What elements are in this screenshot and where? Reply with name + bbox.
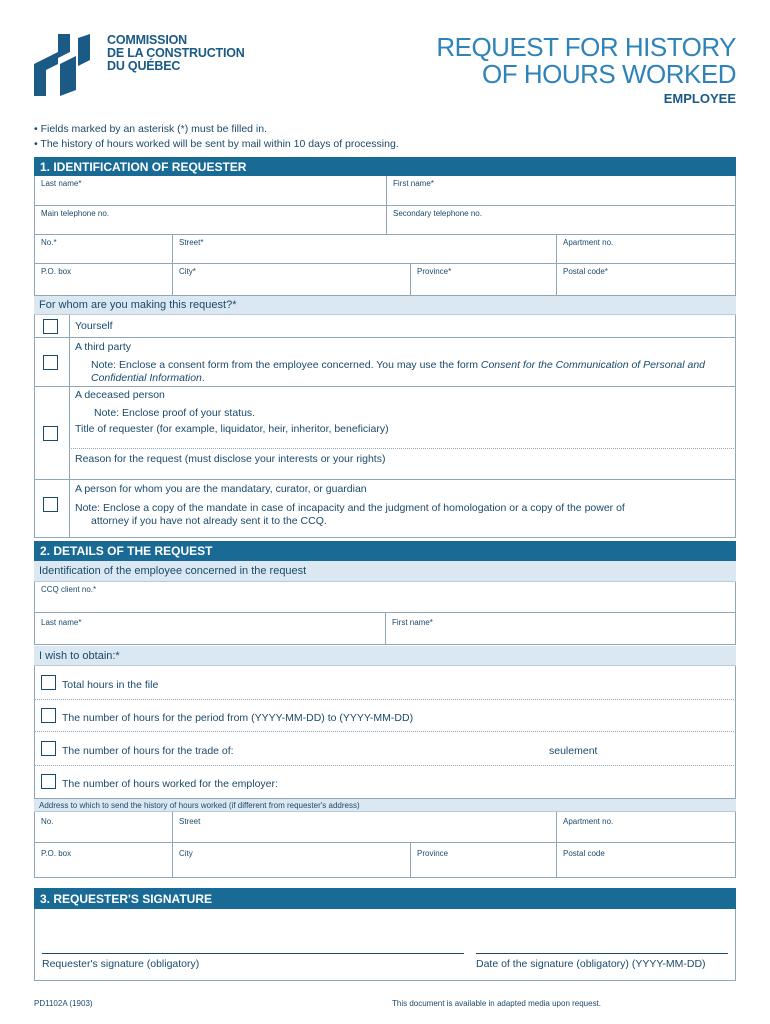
employer-hours-checkbox[interactable] [41,774,56,789]
wish-to-obtain-head: I wish to obtain:* [34,646,736,666]
yourself-label: Yourself [75,320,113,332]
mailing-city-row [34,842,736,878]
requester-city-row [34,263,736,296]
instructions: • Fields marked by an asterisk (*) must be filled in. • The history of hours worked will be sent by mail within 10 days of processing. [34,123,399,150]
total-hours-checkbox[interactable] [41,675,56,690]
postal-code-field[interactable]: Postal code* [563,267,608,276]
form-code: PD1102A (1903) [34,999,93,1008]
section-1-header: 1. IDENTIFICATION OF REQUESTER [34,157,736,176]
mailing-address-row [34,812,736,843]
requester-title-field[interactable]: Title of requester (for example, liquidator, heir, inheritor, beneficiary) [75,423,389,435]
form-title: REQUEST FOR HISTORY OF HOURS WORKED [436,32,736,89]
po-box-field[interactable]: P.O. box [35,264,173,295]
total-hours-label: Total hours in the file [62,679,159,691]
date-line[interactable] [476,953,728,954]
mandatary-note: Note: Enclose a copy of the mandate in case of incapacity and the judgment of homologation or a copy of the power of attorney if you have not already sent it to the CCQ. [75,502,625,527]
requester-name-row [34,176,736,206]
apartment-field[interactable]: Apartment no. [563,238,614,247]
employee-last-name-field[interactable]: Last name* [35,613,386,644]
requester-address-row [34,234,736,264]
mailing-postal-code-field[interactable]: Postal code [563,849,605,858]
form-subtitle: EMPLOYEE [663,91,736,106]
yourself-checkbox[interactable] [43,319,58,334]
period-hours-checkbox[interactable] [41,708,56,723]
mailing-apartment-field[interactable]: Apartment no. [563,817,614,826]
signature-label: Requester's signature (obligatory) [42,958,200,970]
trade-only-label: seulement [549,745,598,757]
signature-date-label: Date of the signature (obligatory) (YYYY-MM-DD) [476,958,706,970]
third-party-checkbox[interactable] [43,355,58,370]
mailing-province-field[interactable]: Province [411,843,557,877]
adapted-media-notice: This document is available in adapted media upon request. [392,999,602,1008]
secondary-phone-field[interactable]: Secondary telephone no. [393,209,482,218]
period-hours-label: The number of hours for the period from (YYYY-MM-DD) to (YYYY-MM-DD) [62,712,414,724]
mandatary-label: A person for whom you are the mandatary, curator, or guardian [75,483,367,495]
mailing-no-field[interactable]: No. [35,812,173,842]
section-2-header: 2. DETAILS OF THE REQUEST [34,541,736,561]
ccq-client-no-field[interactable]: CCQ client no.* [41,585,97,594]
deceased-checkbox[interactable] [43,426,58,441]
mailing-po-box-field[interactable]: P.O. box [35,843,173,877]
mandatary-checkbox[interactable] [43,497,58,512]
organization-name: COMMISSION DE LA CONSTRUCTION DU QUÉBEC [107,33,245,73]
deceased-label: A deceased person [75,389,165,401]
main-phone-field[interactable]: Main telephone no. [35,206,387,234]
third-party-note: Note: Enclose a consent form from the employee concerned. You may use the form Consent for the Communication of Personal and Confidential Information. [91,359,705,384]
employee-first-name-field[interactable]: First name* [392,618,433,627]
signature-area [34,909,736,981]
trade-hours-label: The number of hours for the trade of: [62,745,234,757]
third-party-label: A third party [75,341,132,353]
street-no-field[interactable]: No.* [35,235,173,263]
employer-hours-label: The number of hours worked for the employer: [62,778,278,790]
ccq-client-row [34,582,736,613]
deceased-note: Note: Enclose proof of your status. [94,407,256,419]
mailing-address-head: Address to which to send the history of hours worked (if different from requester's address) [34,798,736,812]
street-field[interactable]: Street* [173,235,557,263]
mailing-city-field[interactable]: City [173,843,411,877]
requester-first-name-field[interactable]: First name* [393,179,434,188]
province-field[interactable]: Province* [411,264,557,295]
section-3-header: 3. REQUESTER'S SIGNATURE [34,888,736,909]
signature-line[interactable] [42,953,464,954]
employee-identification-head: Identification of the employee concerned in the request [34,561,736,582]
employee-name-row [34,612,736,645]
mailing-street-field[interactable]: Street [173,812,557,842]
requester-phone-row [34,205,736,235]
reason-field[interactable]: Reason for the request (must disclose your interests or your rights) [75,453,386,465]
for-whom-question: For whom are you making this request?* [34,296,736,315]
trade-hours-checkbox[interactable] [41,741,56,756]
city-field[interactable]: City* [173,264,411,295]
requester-last-name-field[interactable]: Last name* [35,176,387,205]
ccq-logo-icon [34,34,100,96]
